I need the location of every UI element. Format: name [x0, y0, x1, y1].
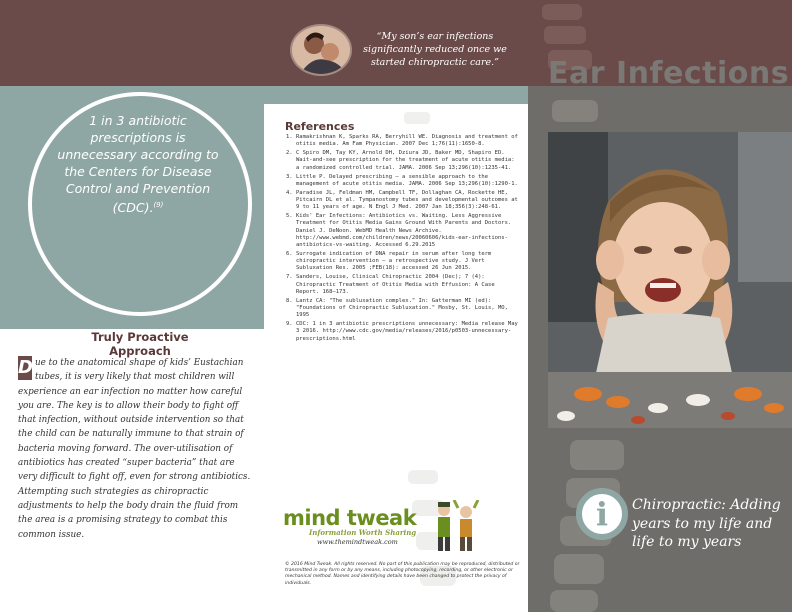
reference-number: 1.: [286, 134, 293, 140]
reference-text: Kids' Ear Infections: Antibiotics vs. Waiting. Less Aggressive Treatment for Otitis Media Gains Ground With Parents and Doctors. Daniel J. DeNoon. WebMD Health News Archive. http://www.webmd.com/children/news/20060606/kids-ear-infections-antibiotics-vs-waiting. Accessed 6.29.2015: [296, 213, 512, 249]
reference-text: Sanders, Louise, Clinical Chiropractic 2004 (Dec); 7 (4): Chiropractic Treatment of Otitis Media with Effusion: A Case Report. 168–173.: [296, 274, 495, 295]
body-paragraph-text: ue to the anatomical shape of kids’ Eustachian tubes, it is very likely that most children will experience an ear infection no matter how careful you are. The key is to allow their body to fight off that infection, without outside intervention so that the child can be naturally immune to that strain of bacteria moving forward. The over-utilisation of antibiotics has created “super bacteria” that are very difficult to fight off, even for strong antibiotics. Attempting such strategies as chiropractic adjustments to help the body drain the fluid from the area is a promising strategy to combat this common issue.: [18, 358, 251, 540]
reference-item: [286, 174, 520, 188]
bubble-citation: (9): [153, 201, 164, 209]
copyright-notice: © 2016 Mind Tweak. All rights reserved. No part of this publication may be reproduced, distributed or transmitted in any form or by any means, including photocopying, recording, or other electronic or mechanical method. Names and identifying details have been changed to protect the privacy of individuals.: [285, 562, 520, 586]
logo-name: mind tweak: [283, 506, 417, 530]
reference-number: 5.: [286, 213, 293, 220]
logo-url: www.themindtweak.com: [317, 538, 398, 546]
reference-item: [286, 134, 520, 148]
cartoon-figures-illustration: [428, 500, 482, 554]
mind-tweak-logo: [283, 506, 416, 546]
reference-item: [286, 298, 520, 320]
reference-number: 2.: [286, 150, 293, 157]
reference-number: 3.: [286, 173, 293, 180]
reference-text: Ramakrishnan K, Sparks RA, Berryhill WE. Diagnosis and treatment of otitis media. Am Fam Physician. 2007 Dec 1;76(11):1650-8.: [296, 134, 518, 148]
reference-text: Lantz CA: "The subluxation complex." In: Gatterman MI (ed): "Foundations of Chiropractic Subluxation." Mosby, St. Louis, MO, 1995: [296, 297, 508, 319]
reference-number: 6.: [286, 251, 293, 258]
reference-item: [286, 190, 520, 212]
reference-text: C Spiro DM, Tay KY, Arnold DH, Dziura JD, Baker MD, Shapiro ED. Wait-and-see prescription for the treatment of acute otitis media: a randomized controlled trial. JAMA. 2006 Sep 13;296(10):1235-41.: [296, 150, 515, 171]
logo-tagline: Information Worth Sharing: [309, 528, 417, 537]
reference-text: Little P. Delayed prescribing – a sensible approach to the management of acute otitis media. JAMA. 2006 Sep 13;296(10):1290-1.: [296, 173, 518, 187]
reference-item: [286, 150, 520, 172]
reference-number: 8.: [286, 297, 293, 304]
bubble-statistic: [56, 112, 220, 216]
reference-number: 4.: [286, 189, 293, 196]
body-paragraph: [18, 356, 254, 542]
reference-item: [286, 274, 520, 296]
reference-text: Paradise JL, Feldman HM, Campbell TF, Dollaghan CA, Rockette HE, Pitcairn DL et al. Tympanostomy tubes and developmental outcomes at 9 to 11 years of age. N Engl J Med. 2007 Jan 18;356(3):248-61.: [296, 189, 518, 211]
section-heading: Truly Proactive Approach: [91, 330, 189, 358]
bubble-statistic-text: 1 in 3 antibiotic prescriptions is unnecessary according to the Centers for Disease Control and Prevention (CDC).: [57, 113, 219, 216]
chiropractic-tagline: Chiropractic: Adding years to my life and life to my years: [632, 497, 781, 550]
parent-child-photo: [290, 24, 352, 76]
reference-number: 9.: [286, 321, 293, 328]
reference-number: 7.: [286, 274, 293, 281]
child-photo: [548, 132, 792, 428]
reference-item: [286, 321, 520, 343]
testimonial-quote: “My son’s ear infections significantly reduced once we started chiropractic care.”: [363, 31, 507, 68]
info-icon: [576, 488, 628, 540]
drop-cap: D: [18, 357, 33, 378]
reference-text: CDC: 1 in 3 antibiotic prescriptions unnecessary: Media release May 3 2016. http://www.cdc.gov/media/releases/2016/p0503-unnecessary-prescriptions.html: [296, 321, 518, 342]
reference-text: Surrogate indication of DNA repair in serum after long term chiropractic intervention – a retrospective study. J Vert Subluxation Res. 2005 ;FEB(18): accessed 26 Jun 2015.: [296, 251, 492, 272]
info-glyph: i: [595, 495, 609, 533]
references-heading: References: [285, 120, 355, 133]
reference-item: [286, 213, 520, 249]
references-list: [286, 134, 520, 345]
reference-item: [286, 251, 520, 273]
page-title: Ear Infections: [548, 56, 790, 91]
